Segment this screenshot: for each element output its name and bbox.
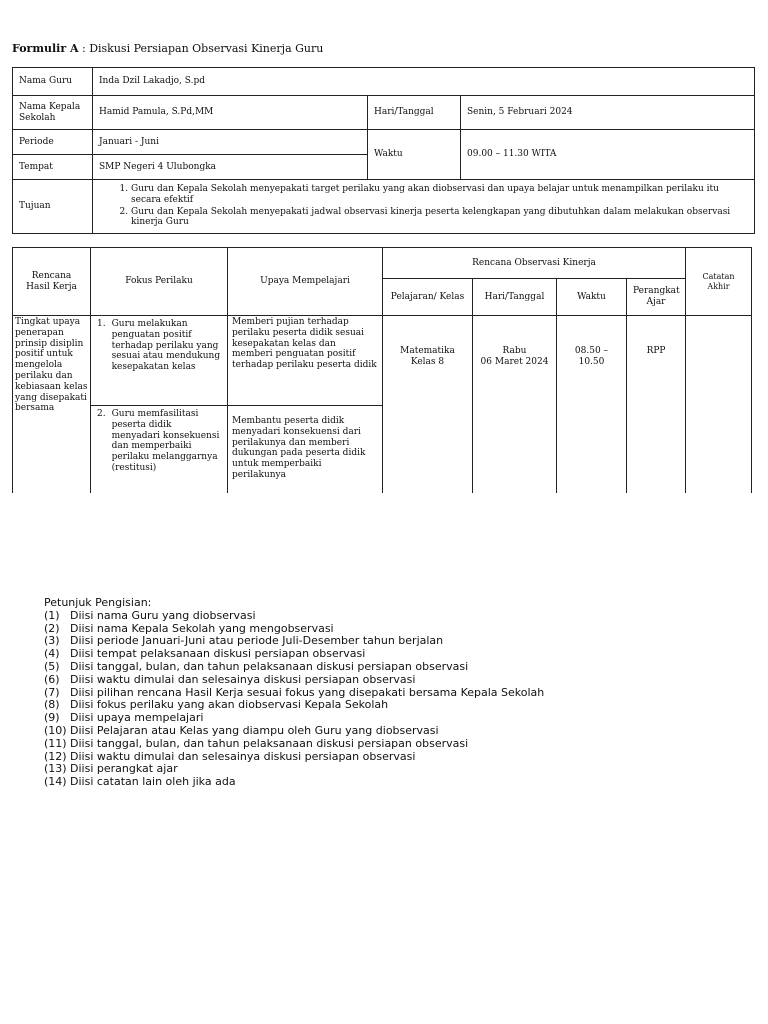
perangkat-cell: RPP (627, 316, 686, 493)
upaya-cell: Memberi pujian terhadap perilaku peserta didik sesuai kesepakatan kelas dan memberi penguatan positif terhadap perilaku peserta didik (228, 316, 383, 406)
header-pelajaran: Pelajaran/ Kelas (383, 279, 473, 316)
instruction-item (44, 661, 544, 674)
header-fokus: Fokus Perilaku (91, 248, 228, 316)
instructions-title: Petunjuk Pengisian: (44, 596, 152, 609)
hari-value: Senin, 5 Februari 2024 (461, 96, 755, 130)
header-waktu: Waktu (557, 279, 627, 316)
instruction-text: Diisi tanggal, bulan, dan tahun pelaksanaan diskusi persiapan observasi (70, 659, 469, 673)
instruction-text: Diisi nama Guru yang diobservasi (70, 608, 256, 622)
tujuan-list (99, 184, 748, 228)
hari-day: Rabu (502, 346, 527, 356)
instruction-item (44, 610, 544, 623)
fokus-cell (91, 316, 228, 406)
instruction-number: (5) (44, 659, 60, 673)
instruction-number: (2) (44, 621, 60, 635)
header-upaya: Upaya Mempelajari (228, 248, 383, 316)
instruction-item (44, 674, 544, 687)
form-title-text: : Diskusi Persiapan Observasi Kinerja Guru (78, 42, 324, 55)
instruction-number: (6) (44, 672, 60, 686)
catatan-cell (686, 316, 752, 493)
info-table (12, 67, 755, 234)
instructions (44, 597, 544, 789)
instruction-number: (12) (44, 749, 67, 763)
instruction-number: (8) (44, 698, 60, 712)
instruction-item (44, 738, 544, 751)
fokus-text: Guru memfasilitasi peserta didik menyadari konsekuensi dan memperbaiki perilaku melanggarnya (restitusi) (111, 409, 220, 473)
instruction-text: Diisi nama Kepala Sekolah yang mengobservasi (70, 621, 334, 635)
kepala-value: Hamid Pamula, S.Pd,MM (93, 96, 368, 130)
tujuan-label: Tujuan (13, 180, 93, 234)
kepala-label: Nama Kepala Sekolah (13, 96, 93, 130)
instruction-number: (1) (44, 608, 60, 622)
instruction-number: (3) (44, 634, 60, 648)
rencana-cell: Tingkat upaya penerapan prinsip disiplin positif untuk mengelola perilaku dan kebiasaan kelas yang disepakati bersama (13, 316, 91, 493)
header-perangkat: Perangkat Ajar (627, 279, 686, 316)
guru-value: Inda Dzil Lakadjo, S.pd (93, 68, 755, 96)
fokus-number: 1. (97, 319, 106, 329)
waktu-label: Waktu (368, 130, 461, 180)
fokus-cell (91, 406, 228, 493)
instruction-item (44, 725, 544, 738)
instruction-number: (14) (44, 775, 67, 789)
instruction-text: Diisi catatan lain oleh jika ada (70, 775, 236, 789)
header-rencana-observasi: Rencana Observasi Kinerja (383, 248, 686, 279)
instruction-text: Diisi perangkat ajar (70, 762, 178, 776)
instruction-text: Diisi upaya mempelajari (70, 711, 204, 725)
instruction-text: Diisi tanggal, bulan, dan tahun pelaksanaan diskusi persiapan observasi (70, 736, 469, 750)
instruction-text: Diisi waktu dimulai dan selesainya diskusi persiapan observasi (70, 672, 416, 686)
instruction-number: (10) (44, 723, 67, 737)
waktu-cell: 08.50 – 10.50 (557, 316, 627, 493)
hari-cell (473, 316, 557, 493)
instruction-number: (11) (44, 736, 67, 750)
instructions-list (44, 610, 544, 789)
form-label: Formulir A (12, 42, 79, 55)
instruction-number: (4) (44, 647, 60, 661)
instruction-text: Diisi Pelajaran atau Kelas yang diampu oleh Guru yang diobservasi (70, 723, 439, 737)
instruction-number: (7) (44, 685, 60, 699)
instruction-item (44, 776, 544, 789)
hari-date: 06 Maret 2024 (480, 356, 549, 367)
upaya-cell: Membantu peserta didik menyadari konsekuensi dari perilakunya dan memberi dukungan pada peserta didik untuk memperbaiki perilakunya (228, 406, 383, 493)
instruction-text: Diisi pilihan rencana Hasil Kerja sesuai fokus yang disepakati bersama Kepala Sekolah (70, 685, 545, 699)
form-title (12, 42, 323, 55)
tujuan-cell (93, 180, 755, 234)
hari-label: Hari/Tanggal (368, 96, 461, 130)
instruction-text: Diisi fokus perilaku yang akan diobservasi Kepala Sekolah (70, 698, 389, 712)
periode-label: Periode (13, 130, 93, 155)
instruction-text: Diisi waktu dimulai dan selesainya diskusi persiapan observasi (70, 749, 416, 763)
header-hari: Hari/Tanggal (473, 279, 557, 316)
instruction-text: Diisi tempat pelaksanaan diskusi persiapan observasi (70, 647, 366, 661)
tempat-value: SMP Negeri 4 Ulubongka (93, 155, 368, 180)
header-rencana: Rencana Hasil Kerja (13, 248, 91, 316)
plan-table (12, 247, 752, 493)
header-catatan: Catatan Akhir (686, 248, 752, 316)
tujuan-item: 1. Guru dan Kepala Sekolah menyepakati target perilaku yang akan diobservasi dan upaya belajar untuk menampilkan perilaku itu secara efektif (131, 184, 748, 206)
fokus-text: Guru melakukan penguatan positif terhadap perilaku yang sesuai atau mendukung kesepakatan kelas (111, 319, 221, 373)
tujuan-item: 2. Guru dan Kepala Sekolah menyepakati jadwal observasi kinerja peserta kelengkapan yang dibutuhkan dalam melakukan observasi kinerja Guru (131, 207, 748, 229)
fokus-number: 2. (97, 409, 106, 419)
instruction-number: (13) (44, 762, 67, 776)
waktu-value: 09.00 – 11.30 WITA (461, 130, 755, 180)
periode-value: Januari - Juni (93, 130, 368, 155)
instruction-number: (9) (44, 711, 60, 725)
guru-label: Nama Guru (13, 68, 93, 96)
tempat-label: Tempat (13, 155, 93, 180)
pelajaran-cell: Matematika Kelas 8 (383, 316, 473, 493)
instruction-text: Diisi periode Januari-Juni atau periode Juli-Desember tahun berjalan (70, 634, 444, 648)
